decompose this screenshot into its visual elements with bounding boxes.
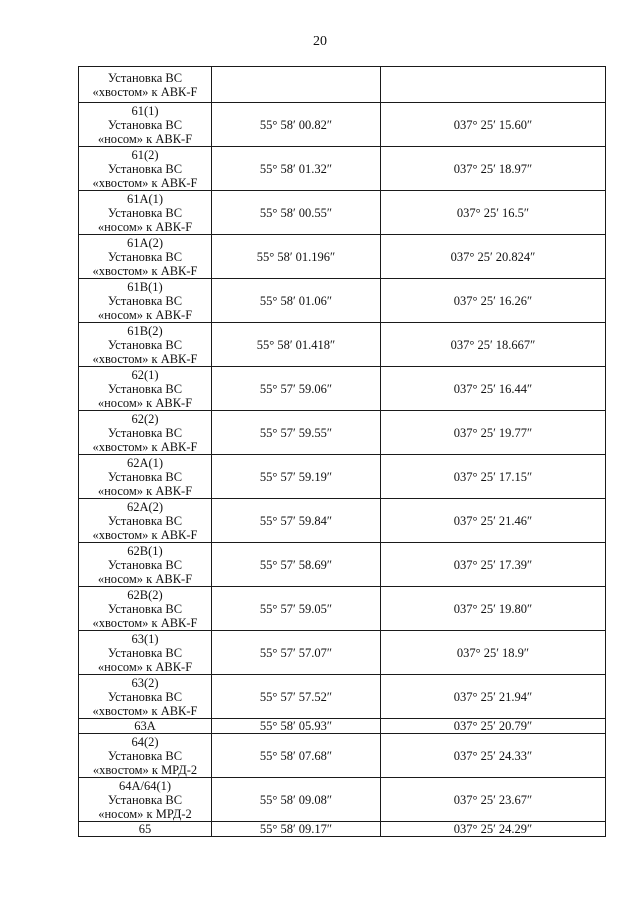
longitude-cell: 037° 25′ 17.15″: [381, 455, 606, 499]
position-name-line: «носом» к АВК-F: [97, 307, 193, 322]
position-name-line: Установка ВС: [107, 557, 183, 572]
position-name-cell: [79, 411, 212, 455]
position-name-line: 62(1): [131, 367, 159, 382]
position-name-line: 63А: [134, 719, 156, 733]
position-name-cell: [79, 147, 212, 191]
table-row: [79, 719, 606, 734]
latitude-cell: 55° 57′ 58.69″: [212, 543, 381, 587]
longitude-cell: 037° 25′ 24.33″: [381, 734, 606, 778]
longitude-cell: 037° 25′ 18.9″: [381, 631, 606, 675]
position-name-line: «хвостом» к МРД-2: [92, 762, 198, 777]
longitude-cell: 037° 25′ 17.39″: [381, 543, 606, 587]
position-name-cell: [79, 734, 212, 778]
position-name-line: 65: [138, 822, 152, 836]
table-row: [79, 279, 606, 323]
position-name-line: «носом» к МРД-2: [98, 806, 192, 821]
position-name-line: 61А(2): [126, 235, 164, 250]
position-name-line: Установка ВС: [107, 601, 183, 616]
position-name-line: «носом» к АВК-F: [97, 219, 193, 234]
position-name-line: «хвостом» к АВК-F: [92, 175, 198, 190]
longitude-cell: 037° 25′ 19.80″: [381, 587, 606, 631]
table-row: [79, 67, 606, 103]
table-row: [79, 191, 606, 235]
position-name-cell: [79, 455, 212, 499]
latitude-cell: [212, 67, 381, 103]
position-name-line: 62(2): [131, 411, 159, 426]
position-name-line: 62В(2): [127, 587, 163, 602]
position-name-cell: [79, 279, 212, 323]
longitude-cell: 037° 25′ 16.26″: [381, 279, 606, 323]
position-name-line: Установка ВС: [107, 381, 183, 396]
position-name-line: «носом» к АВК-F: [97, 659, 193, 674]
position-name-cell: [79, 543, 212, 587]
position-name-cell: [79, 675, 212, 719]
position-name-line: «носом» к АВК-F: [97, 571, 193, 586]
longitude-cell: 037° 25′ 18.97″: [381, 147, 606, 191]
position-name-cell: [79, 499, 212, 543]
table-row: [79, 235, 606, 279]
position-name-line: Установка ВС: [107, 469, 183, 484]
position-name-line: Установка ВС: [107, 645, 183, 660]
position-name-line: «хвостом» к АВК-F: [92, 703, 198, 718]
position-name-cell: [79, 631, 212, 675]
latitude-cell: 55° 57′ 59.06″: [212, 367, 381, 411]
table-row: [79, 631, 606, 675]
latitude-cell: 55° 57′ 59.05″: [212, 587, 381, 631]
latitude-cell: 55° 58′ 07.68″: [212, 734, 381, 778]
position-name-line: 62А(2): [126, 499, 164, 514]
position-name-line: 64(2): [131, 734, 159, 749]
table-row: [79, 367, 606, 411]
table-row: [79, 147, 606, 191]
position-name-line: Установка ВС: [107, 792, 183, 807]
position-name-line: Установка ВС: [107, 161, 183, 176]
longitude-cell: 037° 25′ 24.29″: [381, 822, 606, 837]
longitude-cell: 037° 25′ 16.5″: [381, 191, 606, 235]
position-name-line: «носом» к АВК-F: [97, 395, 193, 410]
latitude-cell: 55° 58′ 09.17″: [212, 822, 381, 837]
position-name-line: Установка ВС: [107, 513, 183, 528]
coordinates-table-body: [79, 67, 606, 837]
latitude-cell: 55° 58′ 00.55″: [212, 191, 381, 235]
position-name-cell: [79, 67, 212, 103]
position-name-line: Установка ВС: [107, 205, 183, 220]
table-row: [79, 587, 606, 631]
latitude-cell: 55° 58′ 05.93″: [212, 719, 381, 734]
position-name-line: Установка ВС: [107, 117, 183, 132]
position-name-line: Установка ВС: [107, 337, 183, 352]
latitude-cell: 55° 58′ 01.418″: [212, 323, 381, 367]
latitude-cell: 55° 57′ 59.19″: [212, 455, 381, 499]
position-name-cell: [79, 778, 212, 822]
table-row: [79, 675, 606, 719]
position-name-line: 62А(1): [126, 455, 164, 470]
table-row: [79, 734, 606, 778]
position-name-line: Установка ВС: [107, 70, 183, 85]
coordinates-table: [78, 66, 606, 837]
longitude-cell: 037° 25′ 23.67″: [381, 778, 606, 822]
position-name-line: 61(2): [131, 147, 159, 162]
longitude-cell: 037° 25′ 18.667″: [381, 323, 606, 367]
position-name-line: «хвостом» к АВК-F: [92, 351, 198, 366]
position-name-line: 61В(1): [127, 279, 163, 294]
position-name-line: Установка ВС: [107, 293, 183, 308]
table-row: [79, 323, 606, 367]
longitude-cell: 037° 25′ 21.94″: [381, 675, 606, 719]
table-row: [79, 411, 606, 455]
table-row: [79, 455, 606, 499]
position-name-line: «носом» к АВК-F: [97, 483, 193, 498]
latitude-cell: 55° 58′ 01.06″: [212, 279, 381, 323]
position-name-cell: [79, 235, 212, 279]
position-name-line: «хвостом» к АВК-F: [92, 263, 198, 278]
latitude-cell: 55° 57′ 57.52″: [212, 675, 381, 719]
position-name-line: 61(1): [131, 103, 159, 118]
table-row: [79, 778, 606, 822]
longitude-cell: [381, 67, 606, 103]
latitude-cell: 55° 57′ 57.07″: [212, 631, 381, 675]
position-name-cell: [79, 822, 212, 837]
position-name-line: Установка ВС: [107, 249, 183, 264]
table-row: [79, 499, 606, 543]
position-name-line: Установка ВС: [107, 425, 183, 440]
position-name-line: «хвостом» к АВК-F: [92, 439, 198, 454]
page-number: 20: [313, 34, 327, 49]
table-row: [79, 543, 606, 587]
longitude-cell: 037° 25′ 19.77″: [381, 411, 606, 455]
latitude-cell: 55° 57′ 59.55″: [212, 411, 381, 455]
position-name-line: 62В(1): [127, 543, 163, 558]
longitude-cell: 037° 25′ 21.46″: [381, 499, 606, 543]
position-name-line: Установка ВС: [107, 748, 183, 763]
position-name-cell: [79, 367, 212, 411]
position-name-line: «носом» к АВК-F: [97, 131, 193, 146]
position-name-line: «хвостом» к АВК-F: [92, 615, 198, 630]
position-name-line: Установка ВС: [107, 689, 183, 704]
position-name-cell: [79, 191, 212, 235]
longitude-cell: 037° 25′ 20.824″: [381, 235, 606, 279]
latitude-cell: 55° 58′ 00.82″: [212, 103, 381, 147]
position-name-line: «хвостом» к АВК-F: [92, 84, 198, 99]
latitude-cell: 55° 57′ 59.84″: [212, 499, 381, 543]
position-name-line: 64А/64(1): [118, 778, 172, 793]
position-name-line: «хвостом» к АВК-F: [92, 527, 198, 542]
position-name-cell: [79, 103, 212, 147]
longitude-cell: 037° 25′ 20.79″: [381, 719, 606, 734]
latitude-cell: 55° 58′ 01.32″: [212, 147, 381, 191]
position-name-cell: [79, 719, 212, 734]
position-name-line: 61А(1): [126, 191, 164, 206]
longitude-cell: 037° 25′ 15.60″: [381, 103, 606, 147]
position-name-line: 63(1): [131, 631, 159, 646]
table-row: [79, 103, 606, 147]
latitude-cell: 55° 58′ 01.196″: [212, 235, 381, 279]
position-name-cell: [79, 587, 212, 631]
longitude-cell: 037° 25′ 16.44″: [381, 367, 606, 411]
latitude-cell: 55° 58′ 09.08″: [212, 778, 381, 822]
position-name-line: 61В(2): [127, 323, 163, 338]
table-row: [79, 822, 606, 837]
position-name-line: 63(2): [131, 675, 159, 690]
position-name-cell: [79, 323, 212, 367]
